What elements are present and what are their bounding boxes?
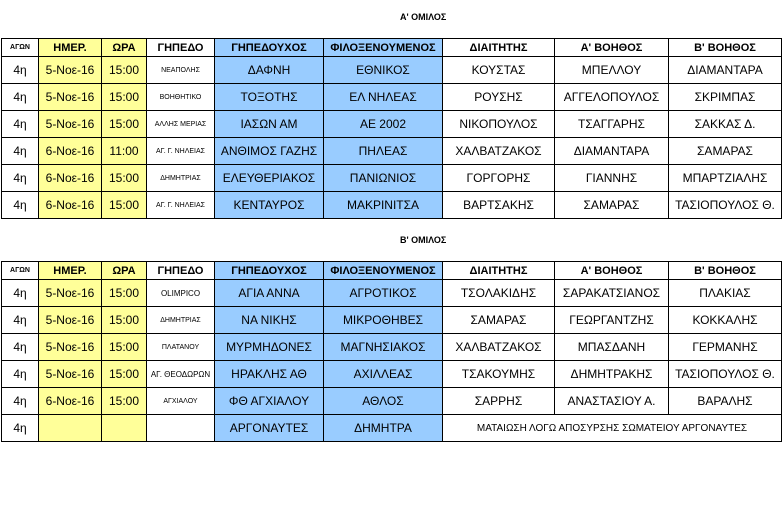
away-team-cell: ΠΗΛΕΑΣ [324, 138, 443, 165]
time-cell: 15:00 [102, 165, 147, 192]
round-cell: 4η [2, 192, 39, 219]
venue-cell [147, 415, 215, 442]
venue-cell: ΑΓΧΙΑΛΟΥ [147, 388, 215, 415]
round-cell: 4η [2, 111, 39, 138]
header-round: ΑΓΩΝ [2, 39, 39, 57]
table-row [2, 280, 782, 307]
venue-cell: ΠΛΑΤΑΝΟΥ [147, 334, 215, 361]
home-team-cell: ΑΓΙΑ ΑΝΝΑ [215, 280, 324, 307]
home-team-cell: ΝΑ ΝΙΚΗΣ [215, 307, 324, 334]
date-cell: 5-Νοε-16 [39, 307, 102, 334]
table-row [2, 138, 782, 165]
round-cell: 4η [2, 415, 39, 442]
time-cell: 15:00 [102, 192, 147, 219]
header-referee: ΔΙΑΙΤΗΤΗΣ [443, 39, 555, 57]
table-row [2, 57, 782, 84]
assistant2-cell: ΔΙΑΜΑΝΤΑΡΑ [669, 57, 782, 84]
date-cell: 6-Νοε-16 [39, 388, 102, 415]
date-cell: 5-Νοε-16 [39, 280, 102, 307]
round-cell: 4η [2, 165, 39, 192]
venue-cell: ΔΗΜΗΤΡΙΑΣ [147, 165, 215, 192]
header-home: ΓΗΠΕΔΟΥΧΟΣ [215, 39, 324, 57]
referee-cell: ΣΑΡΡΗΣ [443, 388, 555, 415]
date-cell [39, 415, 102, 442]
time-cell: 15:00 [102, 388, 147, 415]
time-cell: 15:00 [102, 334, 147, 361]
home-team-cell: ΔΑΦΝΗ [215, 57, 324, 84]
header-round: ΑΓΩΝ [2, 262, 39, 280]
table-row [2, 415, 782, 442]
assistant1-cell: ΣΑΜΑΡΑΣ [555, 192, 669, 219]
assistant2-cell: ΚΟΚΚΑΛΗΣ [669, 307, 782, 334]
referee-cell: ΤΣΟΛΑΚΙΔΗΣ [443, 280, 555, 307]
away-team-cell: ΜΑΚΡΙΝΙΤΣΑ [324, 192, 443, 219]
away-team-cell: ΑΘΛΟΣ [324, 388, 443, 415]
header-time: ΩΡΑ [102, 39, 147, 57]
assistant2-cell: ΣΑΚΚΑΣ Δ. [669, 111, 782, 138]
assistant1-cell: ΑΝΑΣΤΑΣΙΟΥ Α. [555, 388, 669, 415]
assistant2-cell: ΓΕΡΜΑΝΗΣ [669, 334, 782, 361]
assistant2-cell: ΤΑΣΙΟΠΟΥΛΟΣ Θ. [669, 361, 782, 388]
venue-cell: ΑΓ. Γ. ΝΗΛΕΙΑΣ [147, 138, 215, 165]
header-venue: ΓΗΠΕΔΟ [147, 39, 215, 57]
assistant2-cell: ΣΑΜΑΡΑΣ [669, 138, 782, 165]
away-team-cell: ΠΑΝΙΩΝΙΟΣ [324, 165, 443, 192]
home-team-cell: ΦΘ ΑΓΧΙΑΛΟΥ [215, 388, 324, 415]
time-cell: 15:00 [102, 280, 147, 307]
header-assistant2: Β' ΒΟΗΘΟΣ [669, 39, 782, 57]
header-referee: ΔΙΑΙΤΗΤΗΣ [443, 262, 555, 280]
referee-cell: ΧΑΛΒΑΤΖΑΚΟΣ [443, 138, 555, 165]
away-team-cell: ΜΙΚΡΟΘΗΒΕΣ [324, 307, 443, 334]
header-time: ΩΡΑ [102, 262, 147, 280]
round-cell: 4η [2, 334, 39, 361]
time-cell: 15:00 [102, 111, 147, 138]
venue-cell: ΒΟΗΘΗΤΙΚΟ [147, 84, 215, 111]
time-cell: 15:00 [102, 361, 147, 388]
referee-cell: ΚΟΥΣΤΑΣ [443, 57, 555, 84]
round-cell: 4η [2, 138, 39, 165]
date-cell: 6-Νοε-16 [39, 165, 102, 192]
date-cell: 5-Νοε-16 [39, 111, 102, 138]
assistant2-cell: ΠΛΑΚΙΑΣ [669, 280, 782, 307]
date-cell: 5-Νοε-16 [39, 57, 102, 84]
referee-cell: ΡΟΥΣΗΣ [443, 84, 555, 111]
header-assistant2: Β' ΒΟΗΘΟΣ [669, 262, 782, 280]
referee-cell: ΣΑΜΑΡΑΣ [443, 307, 555, 334]
group-a-table [1, 38, 782, 219]
assistant1-cell: ΣΑΡΑΚΑΤΣΙΑΝΟΣ [555, 280, 669, 307]
round-cell: 4η [2, 280, 39, 307]
referee-cell: ΒΑΡΤΣΑΚΗΣ [443, 192, 555, 219]
date-cell: 6-Νοε-16 [39, 192, 102, 219]
header-away: ΦΙΛΟΞΕΝΟΥΜΕΝΟΣ [324, 262, 443, 280]
table-header-row [2, 39, 782, 57]
date-cell: 5-Νοε-16 [39, 361, 102, 388]
table-row [2, 334, 782, 361]
away-team-cell: ΜΑΓΝΗΣΙΑΚΟΣ [324, 334, 443, 361]
home-team-cell: ΜΥΡΜΗΔΟΝΕΣ [215, 334, 324, 361]
venue-cell: ΝΕΑΠΟΛΗΣ [147, 57, 215, 84]
table-row [2, 307, 782, 334]
assistant1-cell: ΓΕΩΡΓΑΝΤΖΗΣ [555, 307, 669, 334]
away-team-cell: ΑΓΡΟΤΙΚΟΣ [324, 280, 443, 307]
header-assistant1: Α' ΒΟΗΘΟΣ [555, 39, 669, 57]
venue-cell: ΑΓ. ΘΕΟΔΩΡΩΝ [147, 361, 215, 388]
round-cell: 4η [2, 361, 39, 388]
header-date: ΗΜΕΡ. [39, 39, 102, 57]
assistant2-cell: ΣΚΡΙΜΠΑΣ [669, 84, 782, 111]
venue-cell: ΔΗΜΗΤΡΙΑΣ [147, 307, 215, 334]
referee-cell: ΧΑΛΒΑΤΖΑΚΟΣ [443, 334, 555, 361]
home-team-cell: ΗΡΑΚΛΗΣ ΑΘ [215, 361, 324, 388]
time-cell [102, 415, 147, 442]
table-row [2, 388, 782, 415]
away-team-cell: ΑΕ 2002 [324, 111, 443, 138]
venue-cell: ΑΛΛΗΣ ΜΕΡΙΑΣ [147, 111, 215, 138]
assistant1-cell: ΑΓΓΕΛΟΠΟΥΛΟΣ [555, 84, 669, 111]
header-date: ΗΜΕΡ. [39, 262, 102, 280]
date-cell: 5-Νοε-16 [39, 334, 102, 361]
home-team-cell: ΑΡΓΟΝΑΥΤΕΣ [215, 415, 324, 442]
venue-cell: OLIMPICO [147, 280, 215, 307]
away-team-cell: ΔΗΜΗΤΡΑ [324, 415, 443, 442]
home-team-cell: ΙΑΣΩΝ ΑΜ [215, 111, 324, 138]
time-cell: 11:00 [102, 138, 147, 165]
home-team-cell: ΚΕΝΤΑΥΡΟΣ [215, 192, 324, 219]
away-team-cell: ΑΧΙΛΛΕΑΣ [324, 361, 443, 388]
venue-cell: ΑΓ. Γ. ΝΗΛΕΙΑΣ [147, 192, 215, 219]
header-venue: ΓΗΠΕΔΟ [147, 262, 215, 280]
table-header-row [2, 262, 782, 280]
assistant1-cell: ΓΙΑΝΝΗΣ [555, 165, 669, 192]
assistant1-cell: ΔΗΜΗΤΡΑΚΗΣ [555, 361, 669, 388]
table-row [2, 111, 782, 138]
header-away: ΦΙΛΟΞΕΝΟΥΜΕΝΟΣ [324, 39, 443, 57]
assistant2-cell: ΜΠΑΡΤΖΙΑΛΗΣ [669, 165, 782, 192]
referee-cell: ΝΙΚΟΠΟΥΛΟΣ [443, 111, 555, 138]
group-b-table [1, 261, 782, 442]
away-team-cell: ΕΘΝΙΚΟΣ [324, 57, 443, 84]
away-team-cell: ΕΛ ΝΗΛΕΑΣ [324, 84, 443, 111]
time-cell: 15:00 [102, 307, 147, 334]
assistant1-cell: ΔΙΑΜΑΝΤΑΡΑ [555, 138, 669, 165]
time-cell: 15:00 [102, 84, 147, 111]
round-cell: 4η [2, 307, 39, 334]
assistant1-cell: ΜΠΑΣΔΑΝΗ [555, 334, 669, 361]
assistant2-cell: ΒΑΡΑΛΗΣ [669, 388, 782, 415]
header-assistant1: Α' ΒΟΗΘΟΣ [555, 262, 669, 280]
assistant1-cell: ΤΣΑΓΓΑΡΗΣ [555, 111, 669, 138]
date-cell: 5-Νοε-16 [39, 84, 102, 111]
table-row [2, 84, 782, 111]
date-cell: 6-Νοε-16 [39, 138, 102, 165]
assistant2-cell: ΤΑΣΙΟΠΟΥΛΟΣ Θ. [669, 192, 782, 219]
home-team-cell: ΤΟΞΟΤΗΣ [215, 84, 324, 111]
referee-cell: ΓΟΡΓΟΡΗΣ [443, 165, 555, 192]
time-cell: 15:00 [102, 57, 147, 84]
table-row [2, 192, 782, 219]
table-row [2, 165, 782, 192]
referee-cell: ΤΣΑΚΟΥΜΗΣ [443, 361, 555, 388]
home-team-cell: ΕΛΕΥΘΕΡΙΑΚΟΣ [215, 165, 324, 192]
table-row [2, 361, 782, 388]
round-cell: 4η [2, 84, 39, 111]
home-team-cell: ΑΝΘΙΜΟΣ ΓΑΖΗΣ [215, 138, 324, 165]
assistant1-cell: ΜΠΕΛΛΟΥ [555, 57, 669, 84]
round-cell: 4η [2, 57, 39, 84]
round-cell: 4η [2, 388, 39, 415]
header-home: ΓΗΠΕΔΟΥΧΟΣ [215, 262, 324, 280]
cancellation-note: ΜΑΤΑΙΩΣΗ ΛΟΓΩ ΑΠΟΣΥΡΣΗΣ ΣΩΜΑΤΕΙΟΥ ΑΡΓΟΝΑΥΤΕΣ [443, 415, 782, 442]
